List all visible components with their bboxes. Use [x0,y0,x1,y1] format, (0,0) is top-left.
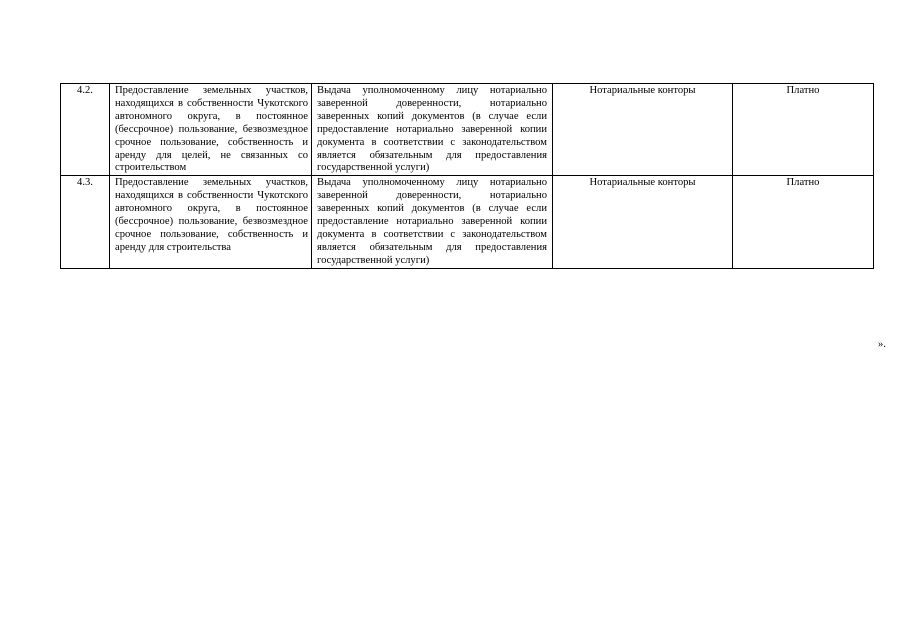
required-document: Выдача уполномоченному лицу нотариально заверенной доверенности, нотариально заверенных копий документов (в случае если предоставление нотариально заверенной копии документа в соответствии с законодательством является обязательным для предоставления государственной услуги) [312,84,553,176]
service-description: Предоставление земельных участков, находящихся в собственности Чукотского автономного округа, в постоянное (бессрочное) пользование, безвозмездное срочное пользование, собственность и аренду для целей, не связанных со строительством [110,84,312,176]
table-row [61,176,874,268]
service-description: Предоставление земельных участков, находящихся в собственности Чукотского автономного округа, в постоянное (бессрочное) пользование, безвозмездное срочное пользование, собственность и аренду для строительства [110,176,312,268]
table-row [61,84,874,176]
closing-quote-mark: ». [878,339,886,350]
payment-terms: Платно [733,84,874,176]
row-number: 4.3. [61,176,110,268]
required-document: Выдача уполномоченному лицу нотариально заверенной доверенности, нотариально заверенных копий документов (в случае если предоставление нотариально заверенной копии документа в соответствии с законодательством является обязательным для предоставления государственной услуги) [312,176,553,268]
services-table [60,83,874,269]
organization: Нотариальные конторы [553,176,733,268]
organization: Нотариальные конторы [553,84,733,176]
row-number: 4.2. [61,84,110,176]
payment-terms: Платно [733,176,874,268]
